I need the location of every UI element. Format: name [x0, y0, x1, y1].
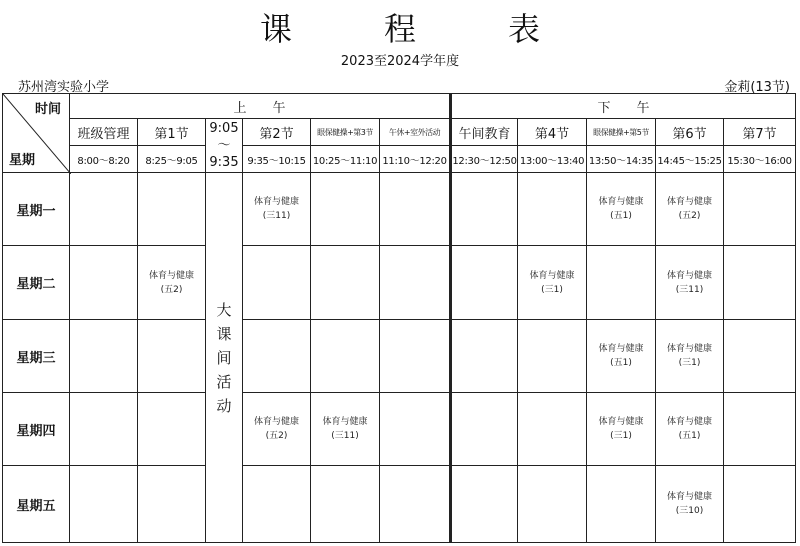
big-break-char: 课 [216, 324, 232, 343]
period-time [311, 146, 380, 173]
lesson-subject: 体育与健康 [666, 492, 712, 502]
period-time-label: 11:10～12:20 [382, 155, 447, 167]
teacher-name: 金莉(13节) [724, 80, 790, 95]
break-end-time: 9:35 [209, 155, 239, 170]
period-header [380, 119, 450, 146]
lesson-class: (三10) [675, 506, 704, 516]
schedule-cell [70, 246, 138, 320]
period-time [138, 146, 206, 173]
period-name: 午间教育 [458, 126, 511, 142]
schedule-cell [450, 320, 518, 393]
lesson-subject: 体育与健康 [253, 417, 299, 427]
period-header [138, 119, 206, 146]
period-time-label: 9:35～10:15 [247, 155, 306, 167]
lesson-cell [587, 393, 656, 466]
period-time [243, 146, 311, 173]
schedule-cell [724, 393, 796, 466]
lesson-class: (五2) [678, 211, 701, 221]
schedule-cell [311, 466, 380, 543]
schedule-cell [380, 393, 450, 466]
lesson-cell [587, 320, 656, 393]
day-label: 星期四 [16, 423, 56, 439]
day-label-cell [2, 466, 70, 543]
period-header [656, 119, 724, 146]
day-label: 星期二 [16, 277, 56, 292]
lesson-cell [656, 246, 724, 320]
day-label-cell [2, 320, 70, 393]
period-name: 班级管理 [77, 126, 130, 142]
period-header [70, 119, 138, 146]
schedule-cell [70, 466, 138, 543]
schedule-cell [587, 246, 656, 320]
schedule-cell [243, 466, 311, 543]
schedule-cell [311, 320, 380, 393]
period-time-label: 13:00～13:40 [519, 155, 585, 167]
title-char: 课 [259, 10, 292, 48]
title-char: 程 [383, 10, 416, 48]
big-break-char: 大 [216, 300, 232, 319]
period-header [518, 119, 587, 146]
lesson-class: (三11) [331, 431, 359, 441]
morning-header [70, 93, 450, 119]
corner-day-label: 星期 [9, 153, 36, 168]
schedule-cell [243, 246, 311, 320]
lesson-subject: 体育与健康 [598, 344, 644, 354]
period-time-label: 12:30～12:50 [452, 155, 517, 167]
lesson-subject: 体育与健康 [666, 197, 712, 207]
period-name: 眼保健操+第3节 [317, 127, 373, 137]
lesson-cell [518, 246, 587, 320]
period-time [450, 146, 518, 173]
lesson-cell [138, 246, 206, 320]
lesson-subject: 体育与健康 [148, 270, 194, 281]
title-char: 表 [508, 10, 541, 48]
lesson-cell [656, 466, 724, 543]
schedule-cell [380, 466, 450, 543]
period-time-label: 15:30～16:00 [727, 155, 792, 167]
afternoon-label: 下 午 [597, 100, 650, 116]
corner-cell [2, 93, 70, 173]
break-time-header [206, 119, 243, 173]
morning-label: 上 午 [233, 100, 286, 116]
corner-time-label: 时间 [34, 102, 61, 117]
period-time-label: 8:25～9:05 [145, 155, 198, 167]
lesson-cell [243, 173, 311, 246]
timetable [2, 93, 796, 543]
period-time [70, 146, 138, 173]
day-label-cell [2, 393, 70, 466]
schedule-cell [518, 466, 587, 543]
schedule-cell [724, 173, 796, 246]
break-start-time: 9:05 [209, 121, 239, 136]
period-name: 眼保健操+第5节 [593, 127, 649, 137]
day-label: 星期一 [16, 203, 56, 219]
period-name: 第1节 [154, 126, 189, 142]
period-name: 第2节 [259, 126, 294, 142]
lesson-cell [656, 320, 724, 393]
period-time [724, 146, 796, 173]
schedule-cell [587, 466, 656, 543]
period-header [450, 119, 518, 146]
lesson-class: (三1) [610, 431, 632, 441]
day-label-cell [2, 246, 70, 320]
schedule-cell [380, 173, 450, 246]
period-header [311, 119, 380, 146]
period-name: 第6节 [672, 126, 707, 142]
schedule-cell [724, 320, 796, 393]
schedule-cell [138, 466, 206, 543]
day-label-cell [2, 173, 70, 246]
page-title [0, 4, 800, 48]
schedule-cell [138, 320, 206, 393]
period-time [518, 146, 587, 173]
period-time-label: 8:00～8:20 [77, 155, 130, 167]
period-name: 第4节 [534, 126, 570, 142]
big-break-char: 活 [216, 372, 232, 391]
schedule-cell [70, 320, 138, 393]
period-header [724, 119, 796, 146]
period-header [587, 119, 656, 146]
lesson-class: (三1) [678, 358, 701, 368]
lesson-class: (三11) [262, 211, 291, 221]
schedule-cell [450, 246, 518, 320]
period-name: 午休+室外活动 [388, 127, 441, 137]
schedule-cell [518, 173, 587, 246]
lesson-subject: 体育与健康 [598, 197, 644, 207]
schedule-cell [70, 393, 138, 466]
lesson-class: (三11) [675, 284, 704, 295]
schedule-cell [380, 320, 450, 393]
schedule-cell [138, 173, 206, 246]
big-break-cell [206, 173, 243, 543]
lesson-class: (五1) [678, 431, 701, 441]
lesson-class: (五2) [265, 431, 288, 441]
lesson-cell [656, 173, 724, 246]
lesson-subject: 体育与健康 [529, 270, 575, 281]
break-time-separator: ～ [217, 138, 231, 153]
period-time [380, 146, 450, 173]
school-year: 2023至2024学年度 [340, 54, 460, 69]
afternoon-header [450, 93, 796, 119]
school-name: 苏州湾实验小学 [18, 80, 110, 95]
lesson-subject: 体育与健康 [666, 270, 712, 281]
schedule-cell [518, 393, 587, 466]
period-time [587, 146, 656, 173]
schedule-cell [724, 246, 796, 320]
lesson-subject: 体育与健康 [666, 344, 712, 354]
schedule-cell [518, 320, 587, 393]
lesson-subject: 体育与健康 [253, 197, 299, 207]
big-break-char: 间 [216, 348, 232, 367]
lesson-class: (五2) [160, 284, 183, 295]
schedule-cell [311, 173, 380, 246]
period-time-label: 10:25～11:10 [312, 155, 378, 167]
lesson-class: (五1) [610, 211, 632, 221]
lesson-subject: 体育与健康 [666, 417, 712, 427]
day-label: 星期五 [16, 498, 56, 514]
period-time-label: 14:45～15:25 [657, 155, 722, 167]
lesson-subject: 体育与健康 [598, 417, 644, 427]
period-header [243, 119, 311, 146]
schedule-cell [311, 246, 380, 320]
lesson-cell [243, 393, 311, 466]
period-time-label: 13:50～14:35 [588, 155, 654, 167]
schedule-cell [243, 320, 311, 393]
big-break-char: 动 [216, 396, 232, 415]
period-time [656, 146, 724, 173]
lesson-cell [311, 393, 380, 466]
lesson-cell [656, 393, 724, 466]
lesson-subject: 体育与健康 [322, 417, 368, 427]
schedule-cell [450, 466, 518, 543]
schedule-cell [380, 246, 450, 320]
lesson-class: (五1) [610, 358, 632, 368]
lesson-class: (三1) [541, 284, 563, 295]
schedule-cell [138, 393, 206, 466]
schedule-cell [450, 173, 518, 246]
schedule-cell [70, 173, 138, 246]
period-name: 第7节 [742, 126, 777, 142]
day-label: 星期三 [16, 350, 56, 366]
schedule-cell [450, 393, 518, 466]
schedule-cell [724, 466, 796, 543]
lesson-cell [587, 173, 656, 246]
